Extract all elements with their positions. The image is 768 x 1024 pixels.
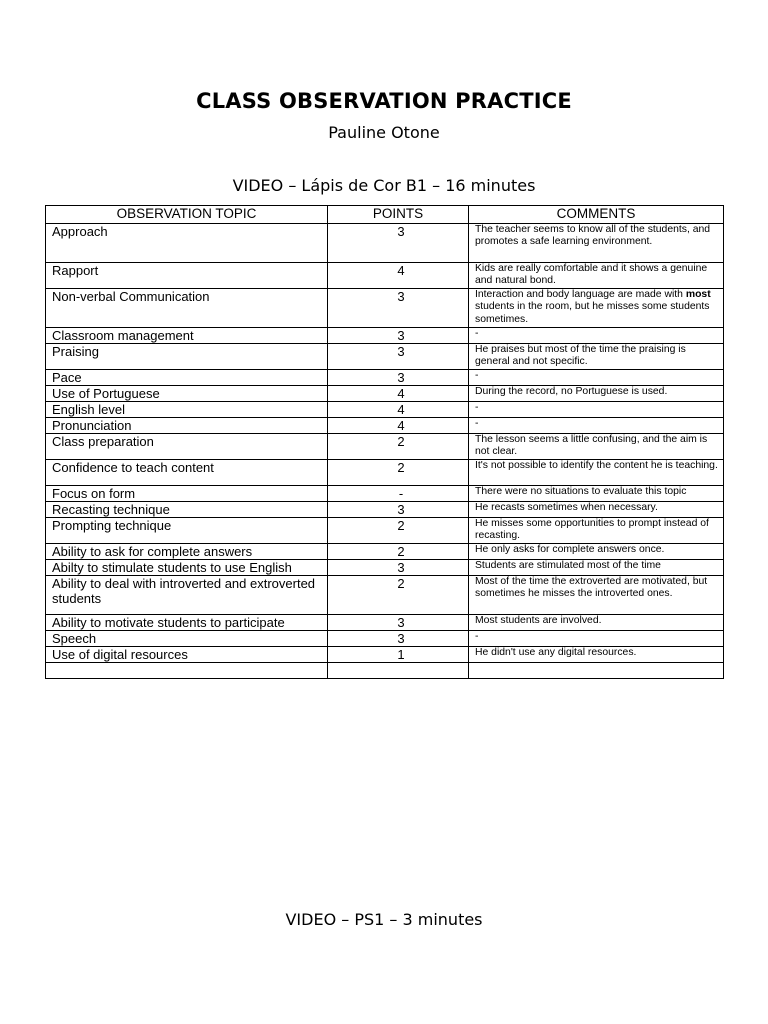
points-cell: 3	[328, 370, 469, 386]
table-row	[46, 289, 724, 328]
table-row	[46, 576, 724, 615]
points-cell: 3	[328, 560, 469, 576]
comment-cell: The lesson seems a little confusing, and the aim is not clear.	[469, 434, 724, 460]
points-cell: -	[328, 486, 469, 502]
table-row	[46, 328, 724, 344]
comment-cell: He didn't use any digital resources.	[469, 647, 724, 663]
document-title: CLASS OBSERVATION PRACTICE	[196, 89, 572, 113]
table-row	[46, 370, 724, 386]
table-row	[46, 502, 724, 518]
points-cell: 3	[328, 631, 469, 647]
observation-topic-cell: Rapport	[46, 263, 328, 289]
comment-cell: It's not possible to identify the content he is teaching.	[469, 460, 724, 486]
observation-table	[45, 205, 724, 679]
observation-topic-cell: Ability to motivate students to participate	[46, 615, 328, 631]
points-cell: 2	[328, 576, 469, 615]
points-cell: 3	[328, 224, 469, 263]
observation-topic-cell: Speech	[46, 631, 328, 647]
points-cell: 4	[328, 263, 469, 289]
comment-cell: -	[469, 370, 724, 386]
observation-topic-cell	[46, 663, 328, 679]
comment-cell: -	[469, 328, 724, 344]
observation-topic-cell: Confidence to teach content	[46, 460, 328, 486]
header-points: POINTS	[328, 206, 469, 224]
observation-topic-cell: Pronunciation	[46, 418, 328, 434]
video-heading-2: VIDEO – PS1 – 3 minutes	[285, 910, 483, 929]
comment-cell: During the record, no Portuguese is used.	[469, 386, 724, 402]
comment-cell: He misses some opportunities to prompt instead of recasting.	[469, 518, 724, 544]
table-row	[46, 560, 724, 576]
points-cell: 2	[328, 434, 469, 460]
table-row	[46, 544, 724, 560]
comment-cell: Kids are really comfortable and it shows a genuine and natural bond.	[469, 263, 724, 289]
table-row	[46, 518, 724, 544]
observation-topic-cell: Use of Portuguese	[46, 386, 328, 402]
video-heading-1: VIDEO – Lápis de Cor B1 – 16 minutes	[232, 176, 536, 195]
points-cell: 2	[328, 518, 469, 544]
table-row	[46, 486, 724, 502]
points-cell: 3	[328, 615, 469, 631]
points-cell: 1	[328, 647, 469, 663]
points-cell: 3	[328, 289, 469, 328]
comment-cell: Most students are involved.	[469, 615, 724, 631]
table-row	[46, 418, 724, 434]
observation-topic-cell: Pace	[46, 370, 328, 386]
points-cell: 4	[328, 418, 469, 434]
comment-cell: Students are stimulated most of the time	[469, 560, 724, 576]
table-row	[46, 402, 724, 418]
observation-topic-cell: Ability to ask for complete answers	[46, 544, 328, 560]
points-cell: 3	[328, 502, 469, 518]
table-row	[46, 434, 724, 460]
table-row	[46, 263, 724, 289]
comment-cell: There were no situations to evaluate this topic	[469, 486, 724, 502]
observation-topic-cell: Use of digital resources	[46, 647, 328, 663]
table-row	[46, 224, 724, 263]
table-row	[46, 615, 724, 631]
table-row	[46, 460, 724, 486]
observation-topic-cell: Non-verbal Communication	[46, 289, 328, 328]
observation-topic-cell: Focus on form	[46, 486, 328, 502]
comment-cell: -	[469, 418, 724, 434]
comment-cell: Interaction and body language are made with most students in the room, but he misses some students sometimes.	[469, 289, 724, 328]
header-observation-topic: OBSERVATION TOPIC	[46, 206, 328, 224]
table-header-row	[46, 206, 724, 224]
points-cell	[328, 663, 469, 679]
observation-topic-cell: Recasting technique	[46, 502, 328, 518]
comment-cell: He only asks for complete answers once.	[469, 544, 724, 560]
observation-topic-cell: English level	[46, 402, 328, 418]
header-comments: COMMENTS	[469, 206, 724, 224]
comment-cell: -	[469, 631, 724, 647]
table-body	[46, 224, 724, 679]
table-row	[46, 344, 724, 370]
comment-cell	[469, 663, 724, 679]
comment-cell: The teacher seems to know all of the students, and promotes a safe learning environment.	[469, 224, 724, 263]
points-cell: 3	[328, 344, 469, 370]
points-cell: 2	[328, 544, 469, 560]
comment-cell: -	[469, 402, 724, 418]
observation-topic-cell: Classroom management	[46, 328, 328, 344]
table-row	[46, 631, 724, 647]
observation-topic-cell: Prompting technique	[46, 518, 328, 544]
points-cell: 4	[328, 402, 469, 418]
table-row	[46, 663, 724, 679]
points-cell: 2	[328, 460, 469, 486]
points-cell: 4	[328, 386, 469, 402]
observation-topic-cell: Praising	[46, 344, 328, 370]
observation-topic-cell: Approach	[46, 224, 328, 263]
observation-topic-cell: Abilty to stimulate students to use English	[46, 560, 328, 576]
observation-topic-cell: Class preparation	[46, 434, 328, 460]
author-name: Pauline Otone	[328, 123, 440, 142]
points-cell: 3	[328, 328, 469, 344]
table-row	[46, 386, 724, 402]
comment-cell: He praises but most of the time the praising is general and not specific.	[469, 344, 724, 370]
table-row	[46, 647, 724, 663]
comment-cell: He recasts sometimes when necessary.	[469, 502, 724, 518]
comment-cell: Most of the time the extroverted are motivated, but sometimes he misses the introverted ones.	[469, 576, 724, 615]
observation-topic-cell: Ability to deal with introverted and extroverted students	[46, 576, 328, 615]
